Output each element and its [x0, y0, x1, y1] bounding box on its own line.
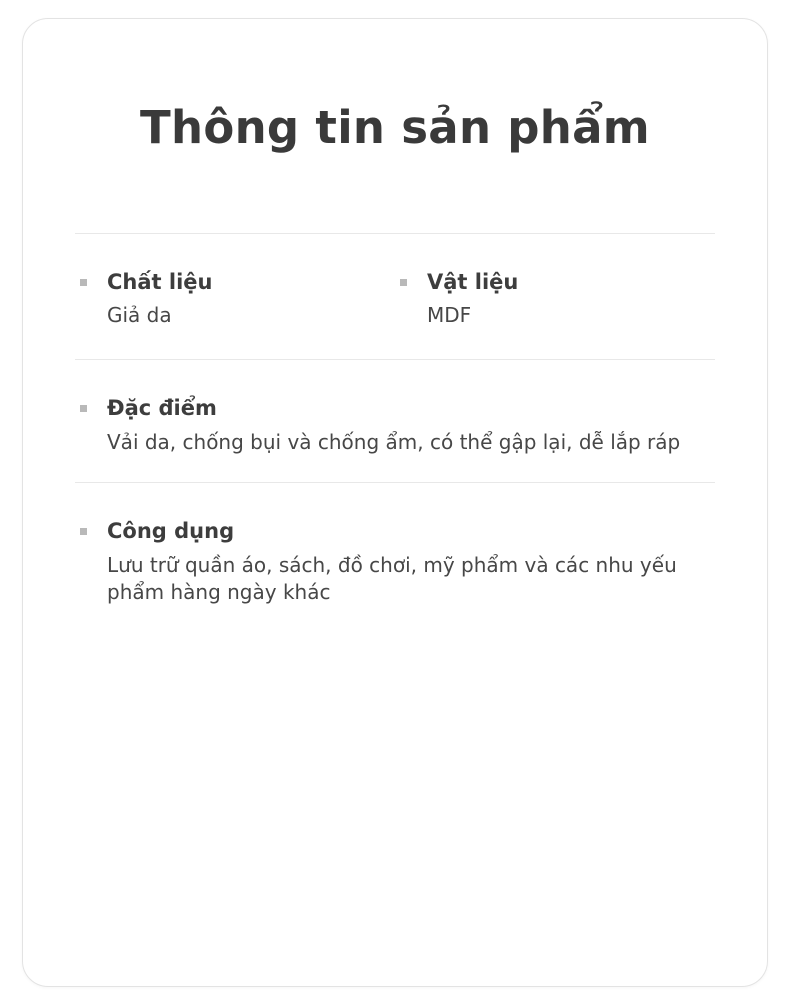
page-title: Thông tin sản phẩm	[140, 101, 650, 154]
square-bullet-icon	[400, 279, 407, 286]
spec-item-usage	[75, 517, 715, 607]
spec-label: Chất liệu	[107, 269, 213, 294]
spec-item-features	[75, 394, 715, 456]
spec-label: Công dụng	[107, 519, 235, 544]
product-info-card	[22, 18, 768, 987]
bottom-spacer	[75, 637, 715, 847]
spec-item-material	[75, 268, 395, 330]
square-bullet-icon	[80, 528, 87, 535]
card-content	[23, 19, 767, 887]
spec-value: Lưu trữ quần áo, sách, đồ chơi, mỹ phẩm và các nhu yếu phẩm hàng ngày khác	[107, 552, 677, 605]
square-bullet-icon	[80, 279, 87, 286]
spec-value: Vải da, chống bụi và chống ẩm, có thể gập lại, dễ lắp ráp	[107, 429, 681, 454]
square-bullet-icon	[80, 405, 87, 412]
spec-item-substance	[395, 268, 715, 330]
spec-column-right	[395, 268, 715, 330]
spec-label: Vật liệu	[427, 269, 519, 294]
spec-block-features	[75, 360, 715, 482]
spec-value: Giả da	[107, 302, 172, 327]
spec-value: MDF	[427, 302, 472, 327]
spec-grid	[75, 234, 715, 360]
spec-column-left	[75, 268, 395, 330]
spec-block-usage	[75, 483, 715, 637]
spec-label: Đặc điểm	[107, 396, 217, 421]
